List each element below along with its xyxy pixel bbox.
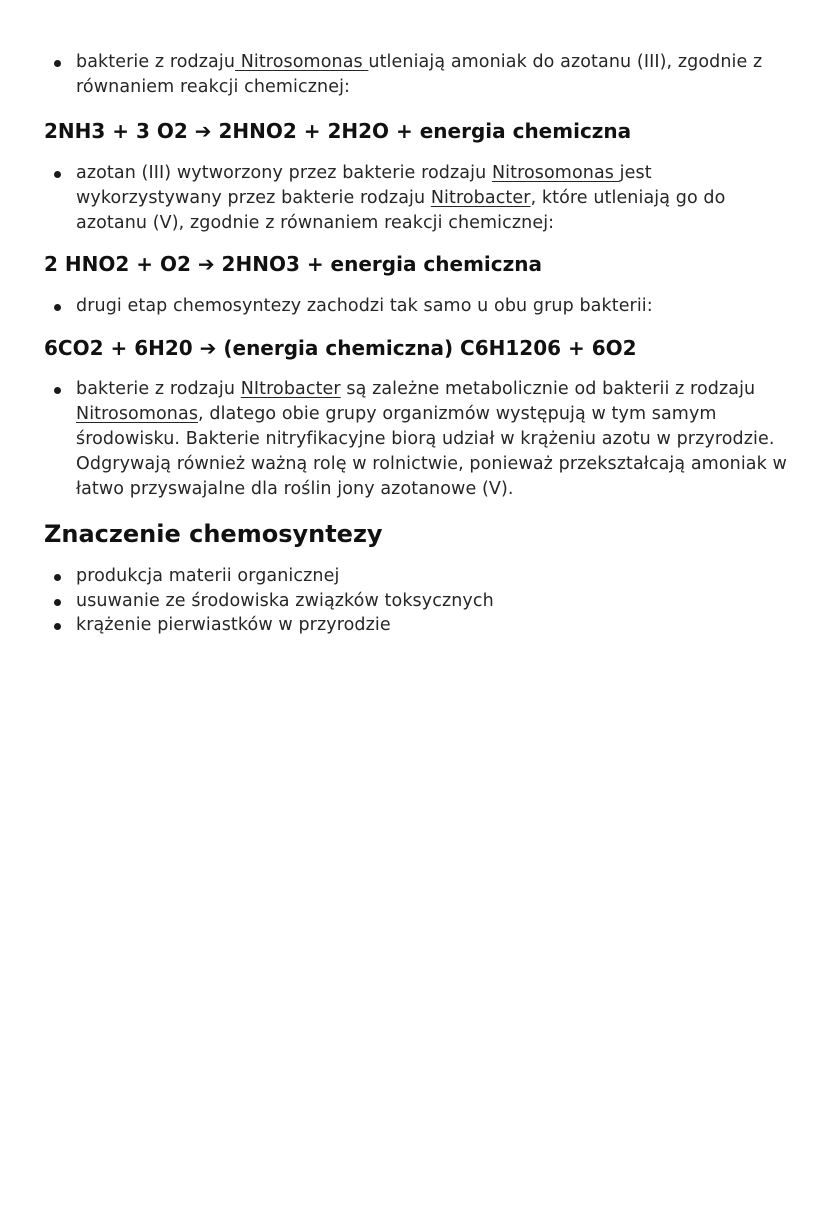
genus-nitrobacter: NItrobacter: [240, 379, 341, 399]
bullet-list-nitrobacter: [44, 161, 792, 236]
equation-nitrite-oxidation: 2 HNO2 + O2 ➔ 2HNO3 + energia chemiczna: [44, 252, 542, 276]
document-page: [44, 50, 792, 638]
bullet-text: bakterie z rodzaju: [76, 379, 241, 399]
bullet-text: jest wykorzystywany przez bakterie rodzaju: [76, 163, 652, 208]
section-heading: Znaczenie chemosyntezy: [44, 520, 383, 548]
genus-nitrosomonas: Nitrosomonas: [76, 404, 199, 424]
bullet-list-significance: [44, 564, 792, 638]
list-item: [44, 161, 792, 236]
genus-nitrosomonas: Nitrosomonas: [491, 163, 620, 183]
bullet-list-nitrosomonas: [44, 50, 792, 100]
bullet-list-second-stage: [44, 294, 792, 319]
list-item: krążenie pierwiastków w przyrodzie: [44, 613, 792, 638]
bullet-text: bakterie z rodzaju: [76, 52, 236, 72]
bullet-text: , które utleniają go do azotanu (V), zgodnie z równaniem reakcji chemicznej:: [76, 188, 726, 233]
list-item: drugi etap chemosyntezy zachodzi tak samo u obu grup bakterii:: [44, 294, 792, 319]
list-item: produkcja materii organicznej: [44, 564, 792, 589]
bullet-text: utleniają amoniak do azotanu (III), zgodnie z równaniem reakcji chemicznej:: [76, 52, 763, 97]
genus-nitrobacter: Nitrobacter: [430, 188, 531, 208]
list-item: [44, 50, 792, 100]
bullet-list-dependency: [44, 377, 792, 502]
list-item: [44, 377, 792, 502]
genus-nitrosomonas: Nitrosomonas: [235, 52, 369, 72]
bullet-text: , dlatego obie grupy organizmów występują w tym samym środowisku. Bakterie nitryfikacyjne biorą udział w krążeniu azotu w przyrodzie. Odgrywają również ważną rolę w rolnictwie, ponieważ przekształcają amoniak w łatwo przyswajalne dla roślin jony azotanowe (V).: [76, 404, 787, 499]
equation-ammonia-oxidation: 2NH3 + 3 O2 ➔ 2HNO2 + 2H2O + energia chemiczna: [44, 119, 632, 143]
list-item: usuwanie ze środowiska związków toksycznych: [44, 589, 792, 614]
equation-glucose-synthesis: 6CO2 + 6H20 ➔ (energia chemiczna) C6H1206 + 6O2: [44, 336, 637, 360]
bullet-text: azotan (III) wytworzony przez bakterie rodzaju: [76, 163, 492, 183]
bullet-text: są zależne metabolicznie od bakterii z rodzaju: [340, 379, 756, 399]
